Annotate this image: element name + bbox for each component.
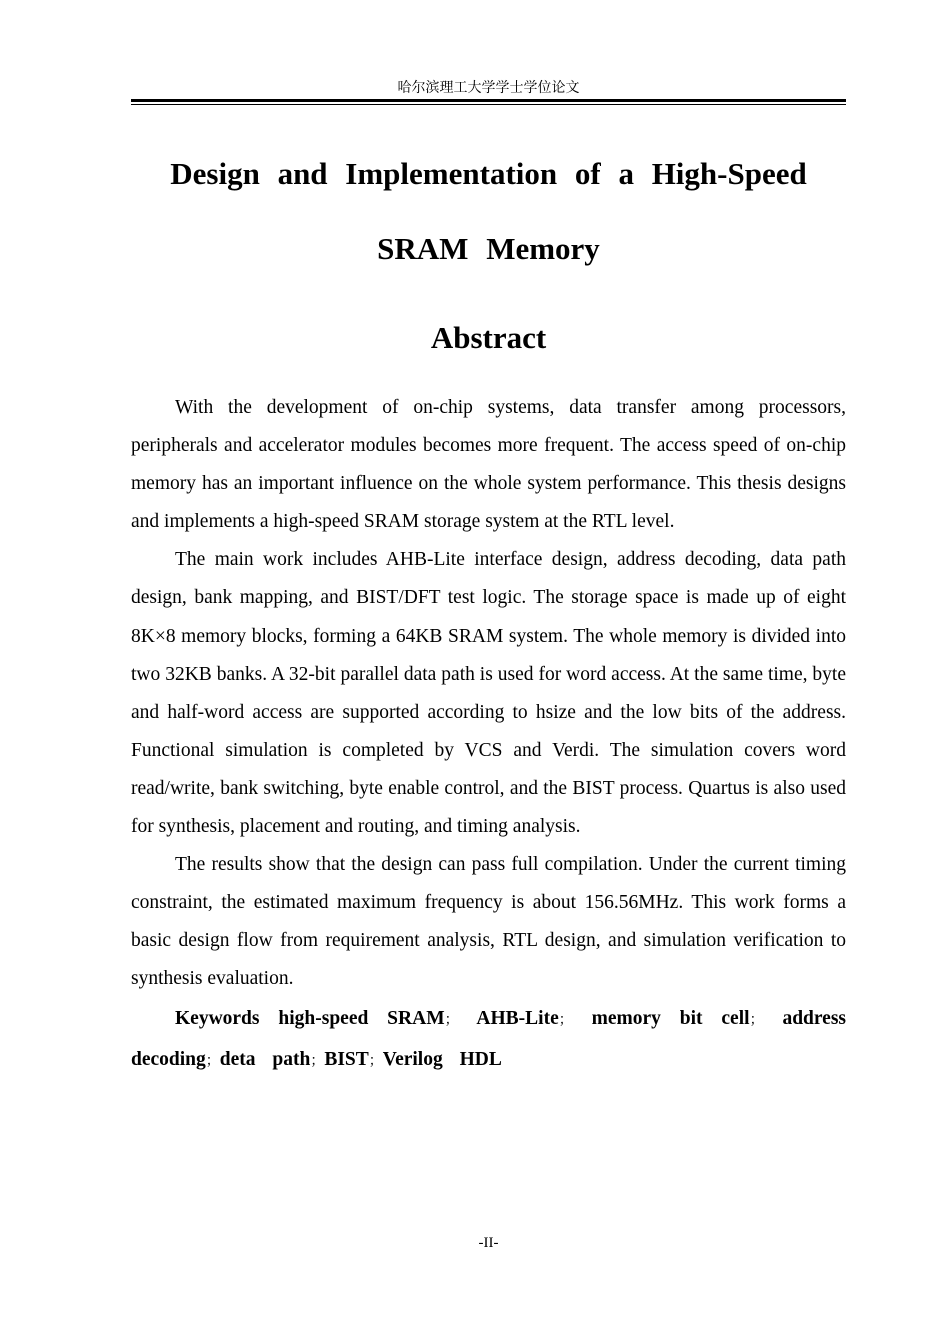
keyword-item: high-speed SRAM [278,1007,445,1029]
keyword-separator: ； [310,1052,325,1069]
abstract-body [131,389,846,1081]
abstract-heading: Abstract [430,320,547,355]
page-number: -II- [478,1235,499,1251]
keyword-separator: ； [444,1011,459,1028]
keyword-item: deta path [219,1048,311,1070]
header-rule-thick [131,99,846,102]
keyword-separator: ； [558,1011,573,1028]
keywords-label: Keywords [175,1007,260,1029]
abstract-paragraph-2: The main work includes AHB-Lite interface design, address decoding, data path design, bank mapping, and BIST/DFT test logic. The storage space is made up of eight 8K×8 memory blocks, forming a 64KB SRAM system. The whole memory is divided into two 32KB banks. A 32-bit parallel data path is used for word access. At the same time, byte and half-word access are supported according to hsize and the low bits of the address. Functional simulation is completed by VCS and Verdi. The simulation covers word read/write, bank switching, byte enable control, and the BIST process. Quartus is also used for synthesis, placement and routing, and timing analysis. [131,549,846,838]
abstract-paragraph-1: With the development of on-chip systems, data transfer among processors, peripherals and accelerator modules becomes more frequent. The access speed of on-chip memory has an important influence on the whole system performance. This thesis designs and implements a high-speed SRAM storage system at the RTL level. [131,397,846,533]
keyword-separator: ； [749,1011,764,1028]
keywords-line [131,999,846,1081]
keyword-item: AHB-Lite [476,1007,559,1029]
keyword-item: Verilog HDL [382,1048,502,1070]
thesis-title-line-2: SRAM Memory [377,231,600,266]
keyword-separator: ； [205,1052,220,1069]
running-header: 哈尔滨理工大学学士学位论文 [397,80,580,96]
abstract-paragraph-3: The results show that the design can pass full compilation. Under the current timing constraint, the estimated maximum frequency is about 156.56MHz. This work forms a basic design flow from requirement analysis, RTL design, and simulation verification to synthesis evaluation. [131,854,846,990]
keyword-item: address decoding [131,1007,847,1070]
keyword-separator: ； [368,1052,383,1069]
header-rule-thin [131,104,846,105]
keyword-item: BIST [324,1048,369,1070]
keyword-item: memory bit cell [591,1007,750,1029]
thesis-title-line-1: Design and Implementation of a High-Speed [170,156,807,191]
